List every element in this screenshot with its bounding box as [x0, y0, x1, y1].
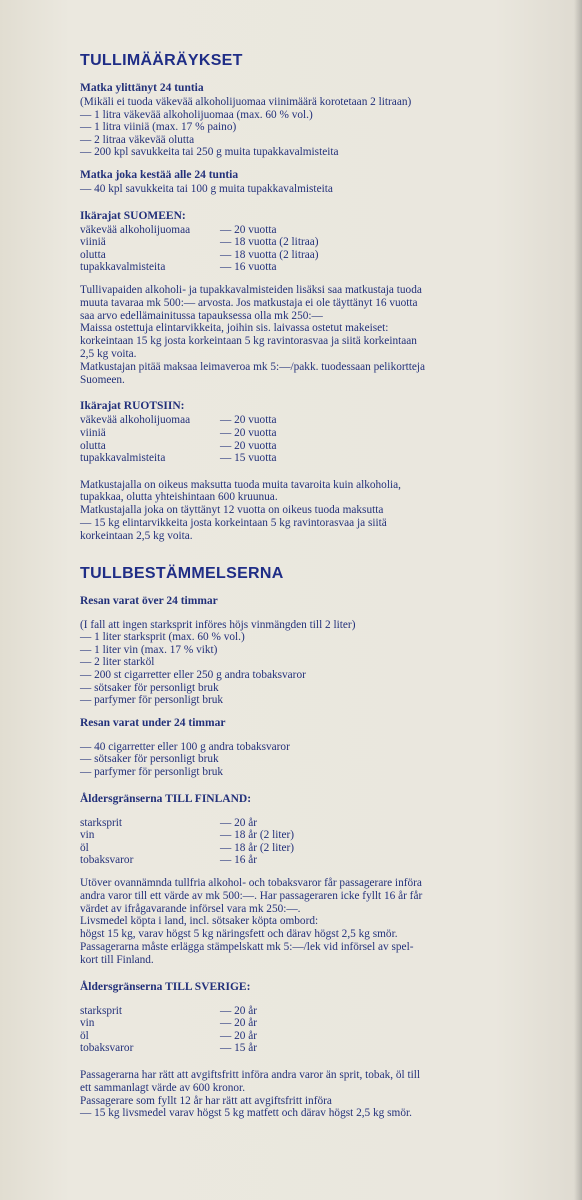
- finnish-section-title: TULLIMÄÄRÄYKSET: [80, 52, 243, 69]
- sv-ages-sweden-heading: Åldersgränserna TILL SVERIGE:: [80, 980, 251, 993]
- sv-finland-paragraph: Utöver ovannämnda tullfria alkohol- och tobaksvaror får passagerare införa andra varor till ett värde av mk 500:—. Har passageraren icke fyllt 16 år får värdet av ifrågavarande införsel vara mk 250:—. Livsmedel köpta i land, incl. sötsaker köpta ombord: högst 15 kg, varav högst 5 kg näringsfett och därav högst 2,5 kg smör. Passagerarna måste erlägga stämpelskatt mk 5:—/lek vid införsel av spel- kort till Finland.: [80, 876, 423, 966]
- fi-sweden-paragraph: Matkustajalla on oikeus maksutta tuoda muita tavaroita kuin alkoholia, tupakkaa, olutta yhteishintaan 600 kruunua. Matkustajalla joka on täyttänyt 12 vuotta on oikeus tuoda maksutta — 15 kg elintarvikkeita josta korkeintaan 5 kg ravintorasvaa ja siitä korkeintaan 2,5 kg voita.: [80, 478, 401, 542]
- list-item: (Mikäli ei tuoda väkevää alkoholijuomaa viinimäärä korotetaan 2 litraan): [80, 96, 412, 108]
- table-row: tobaksvaror — 16 år: [80, 854, 258, 867]
- sv-ages-finland-table: [80, 817, 520, 867]
- sv-over24-heading: Resan varat över 24 timmar: [80, 594, 218, 607]
- fi-finland-paragraph: Tullivapaiden alkoholi- ja tupakkavalmisteiden lisäksi saa matkustaja tuoda muuta tavaraa mk 500:— arvosta. Jos matkustaja ei ole täyttänyt 16 vuotta saa arvo edellämainitussa tapauksessa olla mk 250:— Maissa ostettuja elintarvikkeita, joihin sis. laivassa ostetut makeiset: korkeintaan 15 kg josta korkeintaan 5 kg ravintorasvaa ja siitä korkeintaan 2,5 kg voita. Matkustajan pitää maksaa leimaveroa mk 5:—/pakk. tuodessaan pelikortteja Suomeen.: [80, 283, 426, 386]
- table-row: viiniä — 20 vuotta: [80, 426, 277, 439]
- list-item: — 2 liter starköl: [80, 656, 155, 669]
- swedish-section-title: TULLBESTÄMMELSERNA: [80, 564, 284, 582]
- list-item: — sötsaker för personligt bruk: [80, 753, 219, 766]
- fi-over24-list: [80, 96, 520, 159]
- list-item: — parfymer för personligt bruk: [80, 694, 224, 707]
- table-row: olutta — 20 vuotta: [80, 439, 277, 452]
- fi-ages-sweden-heading: Ikärajat RUOTSIIN:: [80, 400, 185, 413]
- list-item: — 200 st cigarretter eller 250 g andra tobaksvaror: [80, 669, 306, 682]
- table-row: tupakkavalmisteita — 16 vuotta: [80, 261, 277, 274]
- fi-ages-finland-table: [80, 224, 520, 274]
- sv-sweden-paragraph: Passagerarna har rätt att avgiftsfritt införa andra varor än sprit, tobak, öl till ett sammanlagt värde av 600 kronor. Passagerare som fyllt 12 år har rätt att avgiftsfritt införa — 15 kg livsmedel varav högst 5 kg matfett och därav högst 2,5 kg smör.: [80, 1068, 421, 1120]
- sv-over24-list: [80, 619, 520, 707]
- table-row: väkevää alkoholijuomaa — 20 vuotta: [80, 414, 277, 427]
- list-item: — 1 litra viiniä (max. 17 % paino): [80, 121, 237, 134]
- list-item: — 2 litraa väkevää olutta: [80, 133, 195, 146]
- table-row: öl — 18 år (2 liter): [80, 841, 295, 854]
- list-item: — 1 liter starksprit (max. 60 % vol.): [80, 631, 245, 644]
- document-content: [80, 52, 520, 1120]
- sv-ages-finland-heading: Åldersgränserna TILL FINLAND:: [80, 792, 252, 805]
- fi-under24-heading: Matka joka kestää alle 24 tuntia: [80, 168, 239, 181]
- table-row: vin — 18 år (2 liter): [80, 829, 295, 842]
- table-row: vin — 20 år: [80, 1017, 258, 1030]
- fi-ages-finland-heading: Ikärajat SUOMEEN:: [80, 209, 186, 222]
- fi-over24-heading: Matka ylittänyt 24 tuntia: [80, 82, 204, 94]
- fi-ages-sweden-table: [80, 414, 520, 464]
- list-item: — 40 kpl savukkeita tai 100 g muita tupakkavalmisteita: [80, 182, 333, 195]
- table-row: viiniä — 18 vuotta (2 litraa): [80, 236, 319, 249]
- table-row: väkevää alkoholijuomaa — 20 vuotta: [80, 223, 277, 236]
- table-row: olutta — 18 vuotta (2 litraa): [80, 248, 319, 261]
- sv-under24-list: [80, 741, 520, 779]
- list-item: (I fall att ingen starksprit införes höjs vinmängden till 2 liter): [80, 618, 356, 631]
- table-row: tobaksvaror — 15 år: [80, 1042, 258, 1055]
- list-item: — 40 cigarretter eller 100 g andra tobaksvaror: [80, 740, 290, 753]
- list-item: — parfymer för personligt bruk: [80, 766, 224, 779]
- table-row: starksprit — 20 år: [80, 816, 258, 829]
- list-item: — 1 litra väkevää alkoholijuomaa (max. 60 % vol.): [80, 108, 313, 121]
- table-row: tupakkavalmisteita — 15 vuotta: [80, 452, 277, 465]
- page-edge-shadow: [574, 0, 582, 1200]
- list-item: — 1 liter vin (max. 17 % vikt): [80, 643, 218, 656]
- sv-ages-sweden-table: [80, 1005, 520, 1055]
- table-row: starksprit — 20 år: [80, 1004, 258, 1017]
- list-item: — 200 kpl savukkeita tai 250 g muita tupakkavalmisteita: [80, 146, 339, 159]
- table-row: öl — 20 år: [80, 1029, 258, 1042]
- sv-under24-heading: Resan varat under 24 timmar: [80, 716, 226, 729]
- list-item: — sötsaker för personligt bruk: [80, 681, 219, 694]
